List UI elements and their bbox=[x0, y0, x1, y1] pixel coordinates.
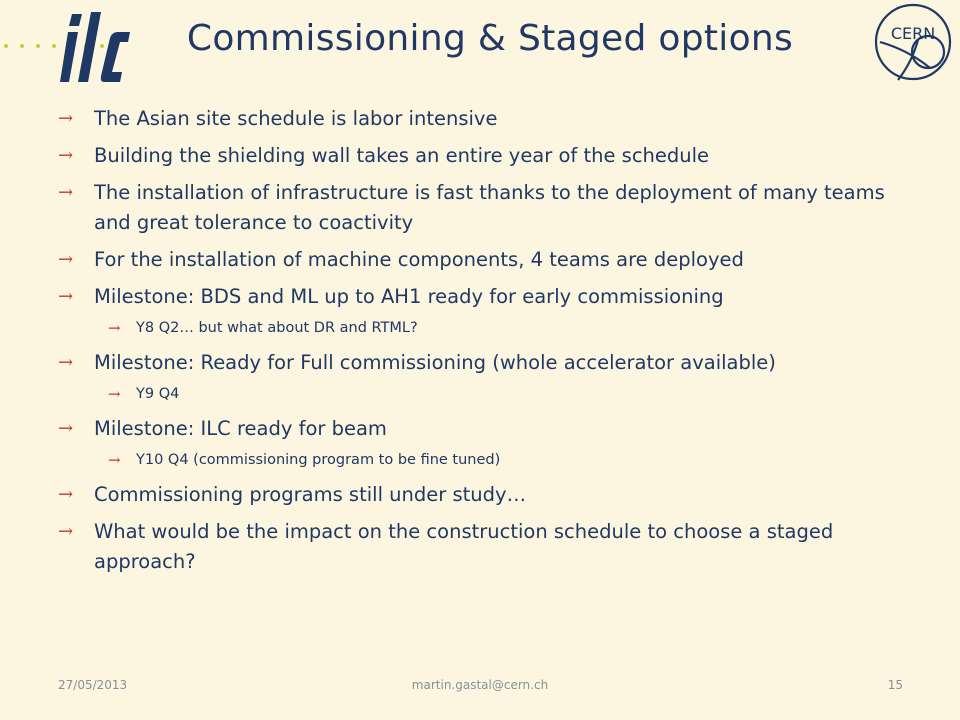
bullet-item bbox=[58, 348, 918, 378]
bullet-item bbox=[58, 141, 918, 171]
page-number: 15 bbox=[887, 678, 903, 692]
bullet-text: Commissioning programs still under study… bbox=[94, 483, 527, 506]
bullet-text: For the installation of machine components, 4 teams are deployed bbox=[94, 248, 744, 271]
bullet-item bbox=[58, 282, 918, 312]
arrow-right-icon: → bbox=[58, 145, 74, 166]
bullet-item bbox=[58, 104, 918, 134]
arrow-right-icon: → bbox=[58, 108, 74, 129]
sub-bullet-item bbox=[58, 449, 918, 471]
arrow-right-icon: → bbox=[58, 249, 74, 270]
bullet-item bbox=[58, 414, 918, 444]
bullet-text: Y9 Q4 bbox=[136, 386, 180, 402]
bullet-item bbox=[58, 178, 918, 238]
slide-title: Commissioning & Staged options bbox=[186, 18, 794, 59]
arrow-right-icon: → bbox=[108, 451, 121, 469]
arrow-right-icon: → bbox=[58, 352, 74, 373]
bullet-text: Milestone: Ready for Full commissioning (whole accelerator available) bbox=[94, 351, 776, 374]
arrow-right-icon: → bbox=[108, 319, 121, 337]
bullet-list bbox=[58, 104, 918, 584]
bullet-text: Milestone: BDS and ML up to AH1 ready for early commissioning bbox=[94, 285, 724, 308]
arrow-right-icon: → bbox=[108, 385, 121, 403]
arrow-right-icon: → bbox=[58, 484, 74, 505]
bullet-text: Milestone: ILC ready for beam bbox=[94, 417, 387, 440]
bullet-text: Y10 Q4 (commissioning program to be fine tuned) bbox=[136, 452, 501, 468]
arrow-right-icon: → bbox=[58, 286, 74, 307]
bullet-text: The installation of infrastructure is fast thanks to the deployment of many teams and great tolerance to coactivity bbox=[94, 181, 885, 234]
bullet-item bbox=[58, 480, 918, 510]
bullet-item bbox=[58, 245, 918, 275]
arrow-right-icon: → bbox=[58, 418, 74, 439]
svg-text:CERN: CERN bbox=[890, 24, 936, 43]
arrow-right-icon: → bbox=[58, 521, 74, 542]
bullet-text: Building the shielding wall takes an entire year of the schedule bbox=[94, 144, 710, 167]
bullet-text: Y8 Q2… but what about DR and RTML? bbox=[136, 320, 418, 336]
bullet-text: The Asian site schedule is labor intensive bbox=[94, 107, 498, 130]
bullet-text: What would be the impact on the construction schedule to choose a staged approach? bbox=[94, 520, 834, 573]
footer-date: 27/05/2013 bbox=[58, 678, 128, 692]
footer-email: martin.gastal@cern.ch bbox=[411, 678, 549, 692]
bullet-item bbox=[58, 517, 918, 577]
cern-logo-icon bbox=[868, 2, 958, 84]
arrow-right-icon: → bbox=[58, 182, 74, 203]
sub-bullet-item bbox=[58, 317, 918, 339]
sub-bullet-item bbox=[58, 383, 918, 405]
ilc-logo-icon bbox=[60, 8, 132, 86]
